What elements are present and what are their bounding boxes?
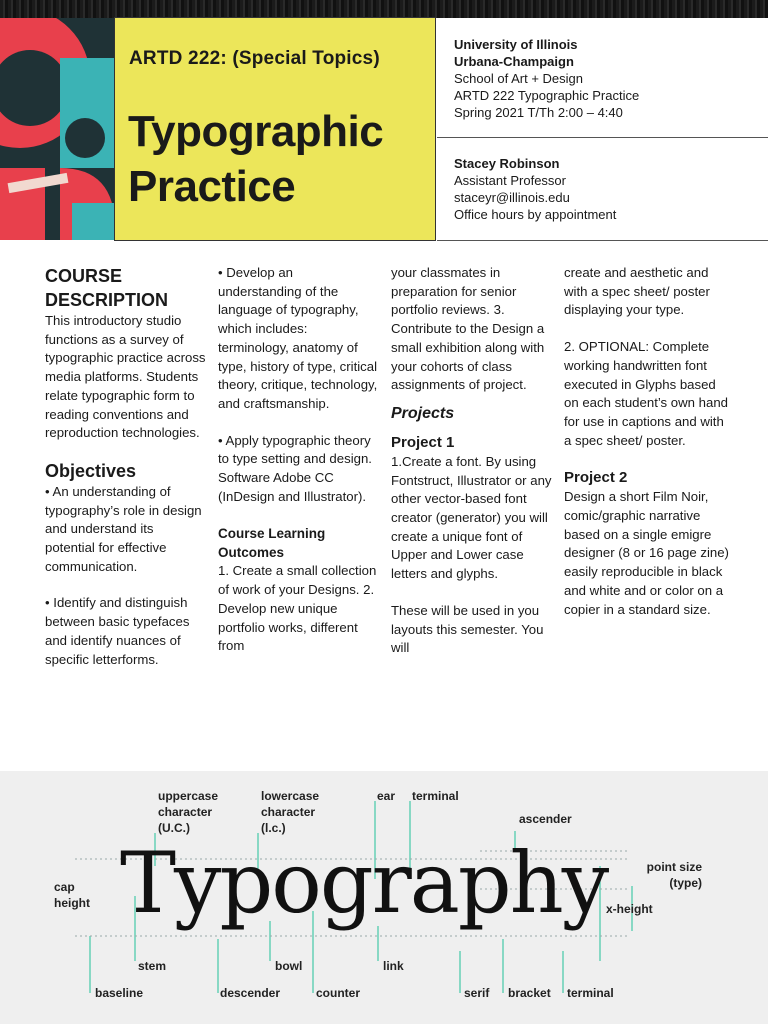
label-cap-height: cap height [54,880,90,910]
school-name: School of Art + Design [454,71,583,86]
office-hours: Office hours by appointment [454,207,617,222]
label-point-size: point size (type) [646,860,702,890]
label-lowercase: lowercase character (l.c.) [261,789,320,835]
column-2 [218,264,378,656]
typography-specimen: Typography [120,834,608,932]
label-serif: serif [464,986,490,1000]
label-stem: stem [138,959,167,973]
label-ear: ear [377,789,396,803]
project-2-heading: Project 2 [564,469,628,487]
label-counter: counter [316,986,361,1000]
term-schedule: Spring 2021 T/Th 2:00 – 4:40 [454,105,623,120]
projects-heading: Projects [391,404,455,422]
label-link: link [383,959,404,973]
label-bowl: bowl [275,959,303,973]
outcomes-heading: Course Learning Outcomes [218,526,326,561]
column-3 [391,264,553,658]
university-line-1: University of Illinois [454,37,578,52]
objectives-heading: Objectives [45,460,137,481]
course-name: ARTD 222 Typographic Practice [454,88,640,103]
column-1 [45,264,207,669]
heading-line-2: DESCRIPTION [45,290,169,310]
title-line-1: Typographic [128,107,384,156]
label-bracket: bracket [508,986,551,1000]
optional-project-text: 2. OPTIONAL: Complete working handwritten font executed in Glyphs based on each student’s own hand for use in captions and with a spec sheet/ poster. [564,339,728,448]
label-descender: descender [220,986,281,1000]
type-anatomy-diagram [0,771,768,1024]
info-divider [437,137,768,138]
label-terminal-top: terminal [412,789,459,803]
project-1-heading: Project 1 [391,433,455,451]
label-baseline: baseline [95,986,144,1000]
course-description-heading [45,264,207,312]
university-line-2: Urbana-Champaign [454,54,574,69]
course-description-text: This introductory studio functions as a survey of typographic practice across media platforms. Students relate typographic form to reading conventions and reproduction technologies. [45,313,206,441]
project-1-continued: create and aesthetic and with a spec sheet/ poster displaying your type. [564,265,710,318]
header-bottom-rule [437,240,768,241]
instructor-role: Assistant Professor [454,173,566,188]
label-x-height: x-height [606,902,653,916]
course-title [128,104,383,214]
course-code: ARTD 222: (Special Topics) [129,48,380,69]
label-ascender: ascender [519,812,572,826]
instructor-email[interactable]: staceyr@illinois.edu [454,190,570,205]
label-uppercase: uppercase character (U.C.) [158,789,219,835]
objective-1: • An understanding of typography’s role in design and understand its potential for effective communication. [45,483,202,574]
cover-artwork [0,18,115,240]
project-2-text: Design a short Film Noir, comic/graphic narrative based on a single emigre designer (8 or 16 page zine) easily reproducible in black and white and or color on a copier in a standard size. [564,489,729,617]
objective-2: • Identify and distinguish between basic typefaces and identify nuances of specific letterforms. [45,595,190,667]
instructor-name: Stacey Robinson [454,156,560,171]
column-4 [564,264,732,619]
title-line-2: Practice [128,162,296,211]
outcomes-text: 1. Create a small collection of work of your Designs. 2. Develop new unique portfolio works, different from [218,563,377,654]
label-terminal-bottom: terminal [567,986,614,1000]
heading-line-1: COURSE [45,266,123,286]
instructor-info [454,155,616,223]
objective-4: • Apply typographic theory to type setting and design. Software Adobe CC (InDesign and Illustrator). [218,432,372,504]
top-texture-band [0,0,768,18]
project-1-text: 1.Create a font. By using Fontstruct, Illustrator or any other vector-based font creator (generator) you will create a unique font of Upper and Lower case letters and glyphs. [391,453,552,582]
outcomes-continued: your classmates in preparation for senior portfolio reviews. 3. Contribute to the Design a small exhibition along with your cohorts of class assignments of project. [391,265,545,393]
university-info [454,36,639,121]
objective-3: • Develop an understanding of the language of typography, which includes: terminology, anatomy of type, history of type, critical theory, critique, technology, and craftsmanship. [218,265,378,411]
project-1-text-2: These will be used in you layouts this semester. You will [391,602,544,656]
title-box [114,17,436,241]
